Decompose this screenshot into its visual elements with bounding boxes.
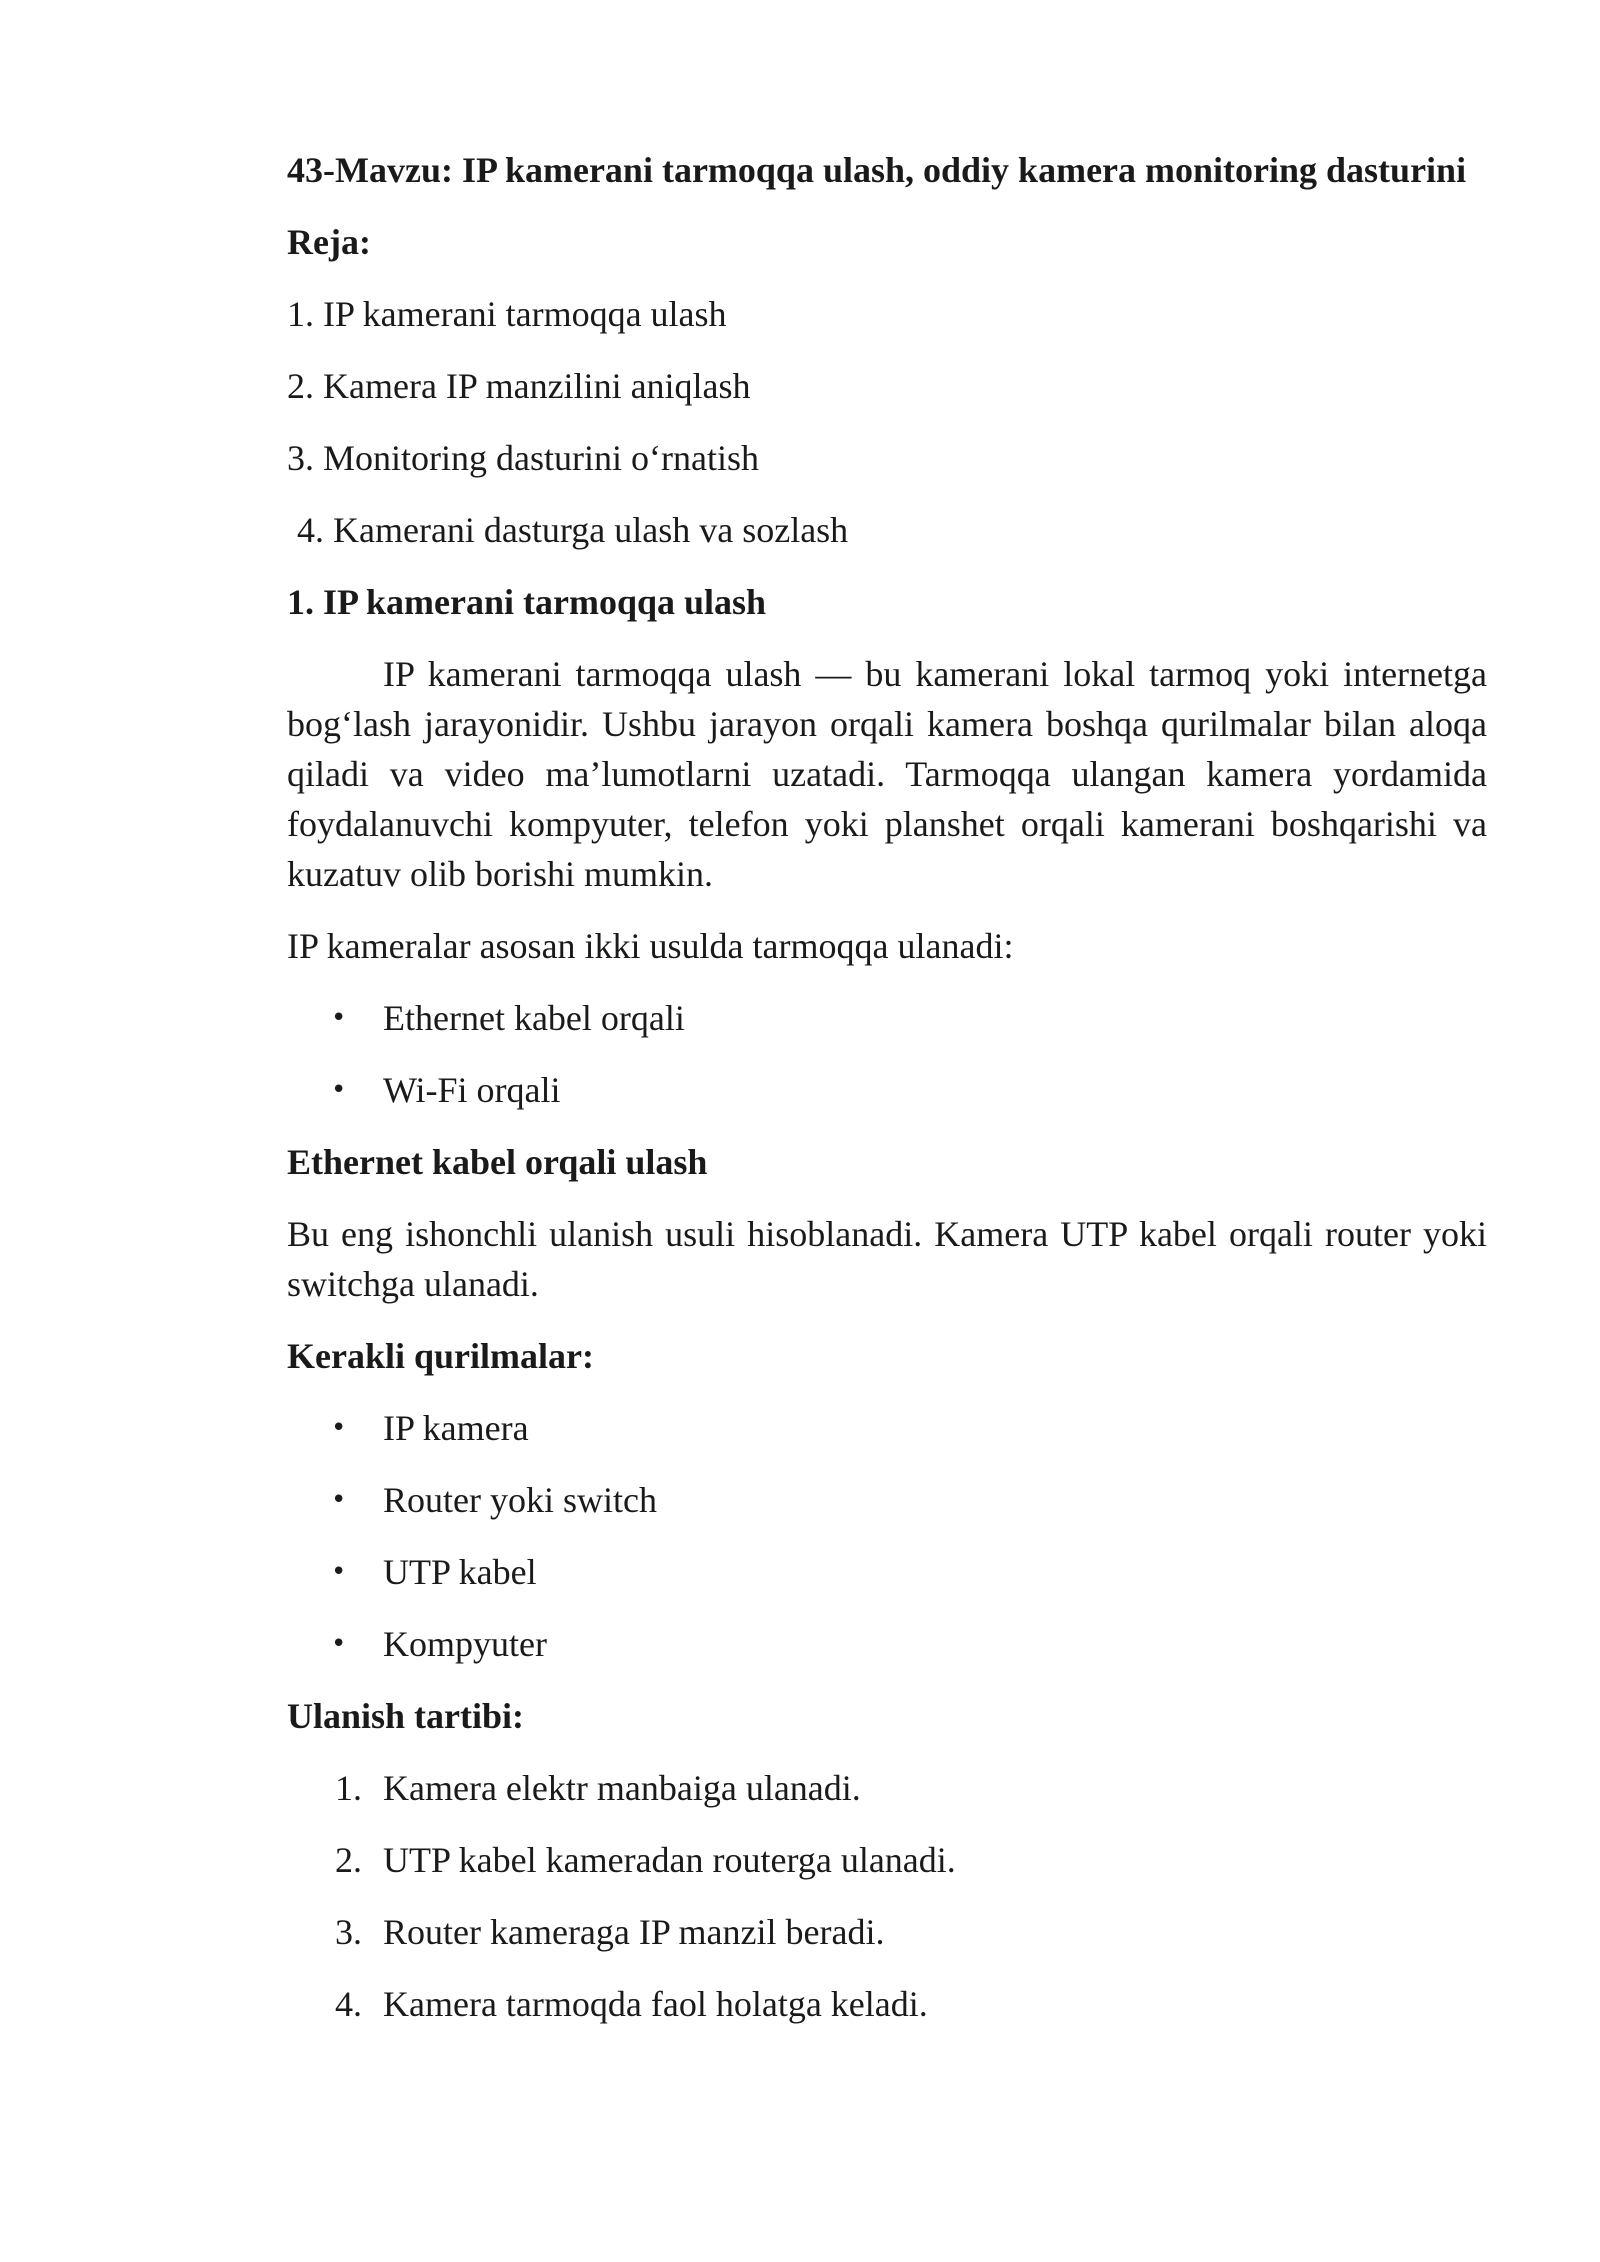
step-number: 1. xyxy=(335,1768,362,1808)
list-item-text: Kompyuter xyxy=(383,1624,547,1664)
list-item-text: Kamera elektr manbaiga ulanadi. xyxy=(383,1768,861,1808)
list-item xyxy=(287,1835,1487,1885)
list-item-text: Router yoki switch xyxy=(383,1480,657,1520)
list-item-text: UTP kabel kameradan routerga ulanadi. xyxy=(383,1840,956,1880)
list-item-text: Router kameraga IP manzil beradi. xyxy=(383,1912,885,1952)
list-item xyxy=(287,993,1487,1043)
methods-list xyxy=(287,993,1487,1115)
document-page xyxy=(287,145,1487,2051)
list-item xyxy=(287,1979,1487,2029)
document-title: 43-Mavzu: IP kamerani tarmoqqa ulash, oddiy kamera monitoring dasturini xyxy=(287,150,1467,190)
list-item xyxy=(287,1403,1487,1453)
methods-intro: IP kameralar asosan ikki usulda tarmoqqa ulanadi: xyxy=(287,926,1014,966)
list-item xyxy=(287,1619,1487,1669)
bullet-icon: • xyxy=(331,1485,347,1515)
list-item xyxy=(287,1763,1487,1813)
list-item-text: Wi-Fi orqali xyxy=(383,1070,561,1110)
list-item xyxy=(287,1065,1487,1115)
devices-list xyxy=(287,1403,1487,1669)
list-item-text: Ethernet kabel orqali xyxy=(383,998,685,1038)
plan-item: 4. Kamerani dasturga ulash va sozlash xyxy=(297,510,849,550)
section-intro-paragraph: IP kamerani tarmoqqa ulash — bu kamerani lokal tarmoq yoki internetga bog‘lash jarayonidir. Ushbu jarayon orqali kamera boshqa qurilmalar bilan aloqa qiladi va video ma’lumotlarni uzatadi. Tarmoqqa ulangan kamera yordamida foydalanuvchi kompyuter, telefon yoki planshet orqali kamerani boshqarishi va kuzatuv olib borishi mumkin. xyxy=(287,654,1487,894)
list-item-text: Kamera tarmoqda faol holatga keladi. xyxy=(383,1984,928,2024)
step-number: 3. xyxy=(335,1912,362,1952)
list-item-text: UTP kabel xyxy=(383,1552,537,1592)
list-item xyxy=(287,1475,1487,1525)
ethernet-paragraph: Bu eng ishonchli ulanish usuli hisoblanadi. Kamera UTP kabel orqali router yoki switchga ulanadi. xyxy=(287,1214,1487,1304)
steps-heading: Ulanish tartibi: xyxy=(287,1696,525,1736)
step-number: 2. xyxy=(335,1840,362,1880)
section-heading: 1. IP kamerani tarmoqqa ulash xyxy=(287,582,767,622)
bullet-icon: • xyxy=(331,1075,347,1105)
plan-item: 1. IP kamerani tarmoqqa ulash xyxy=(287,294,727,334)
bullet-icon: • xyxy=(331,1629,347,1659)
plan-item: 2. Kamera IP manzilini aniqlash xyxy=(287,366,751,406)
plan-item: 3. Monitoring dasturini o‘rnatish xyxy=(287,438,759,478)
list-item xyxy=(287,1907,1487,1957)
list-item-text: IP kamera xyxy=(383,1408,529,1448)
plan-heading: Reja: xyxy=(287,222,371,262)
steps-list xyxy=(287,1763,1487,2029)
devices-heading: Kerakli qurilmalar: xyxy=(287,1336,594,1376)
bullet-icon: • xyxy=(331,1003,347,1033)
list-item xyxy=(287,1547,1487,1597)
bullet-icon: • xyxy=(331,1413,347,1443)
step-number: 4. xyxy=(335,1984,362,2024)
subsection-heading: Ethernet kabel orqali ulash xyxy=(287,1142,708,1182)
bullet-icon: • xyxy=(331,1557,347,1587)
